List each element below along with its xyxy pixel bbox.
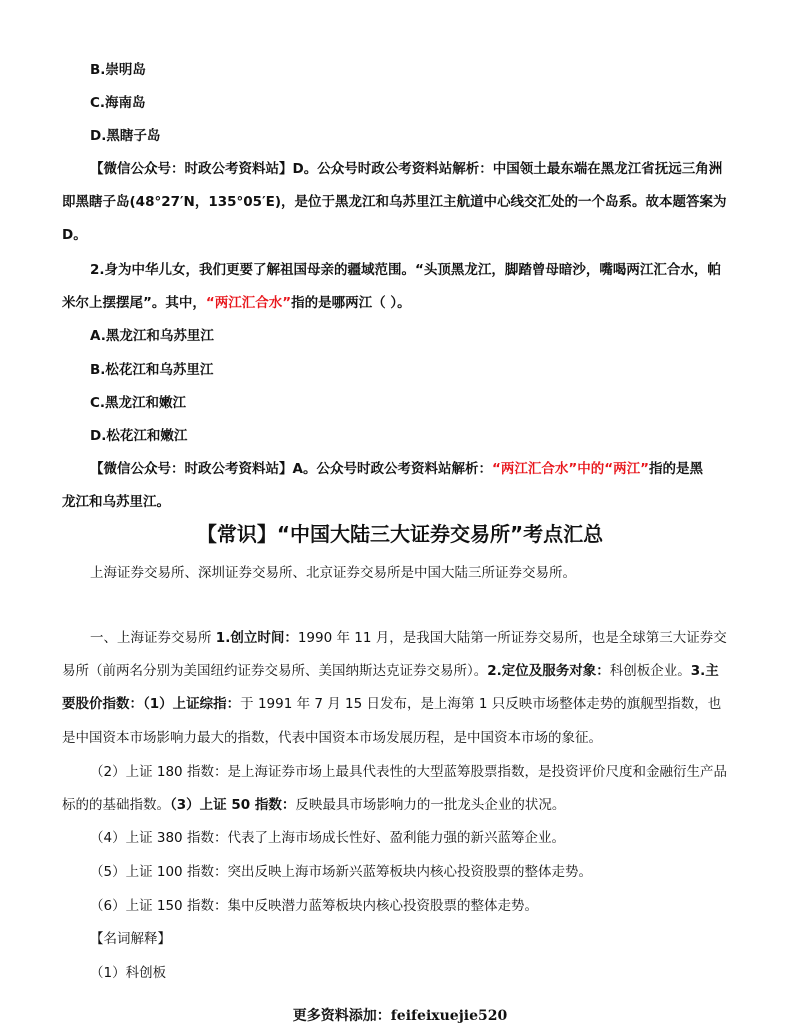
q2-answer-line-2: 龙江和乌苏里江。 xyxy=(62,494,170,510)
para-1-line-1 xyxy=(90,628,770,648)
q1-option-d: D.黑瞎子岛 xyxy=(90,128,161,144)
glossary-heading: 【名词解释】 xyxy=(90,931,171,947)
para-1-label-composite: 要股价指数：（1）上证综指： xyxy=(62,696,241,712)
q2-answer-text-b: 指的是黑 xyxy=(648,461,703,477)
para-1-line-3 xyxy=(62,694,742,714)
para-sse100: （5）上证 100 指数：突出反映上海市场新兴蓝筹板块内核心投资股票的整体走势。 xyxy=(90,864,592,880)
q2-option-d: D.松花江和嫩江 xyxy=(90,428,188,444)
para-1-line-2 xyxy=(62,661,742,681)
para-1-label-founding: 1.创立时间： xyxy=(215,630,298,646)
para-sse380: （4）上证 380 指数：代表了上海市场成长性好、盈利能力强的新兴蓝筹企业。 xyxy=(90,830,565,846)
q2-stem-text-b: 指的是哪两江（ ）。 xyxy=(291,295,411,311)
footer-prefix: 更多资料添加： xyxy=(292,1008,391,1024)
para-2-line-1: （2）上证 180 指数：是上海证券市场上最具代表性的大型蓝筹股票指数，是投资评价尺度和金融衍生产品 xyxy=(90,764,727,780)
footer-contact xyxy=(0,1005,800,1025)
para-1-text-positioning: 科创板企业。 xyxy=(609,663,691,679)
para-1-text-composite: 于 1991 年 7 月 15 日发布，是上海第 1 只反映市场整体走势的旗舰型指数，也 xyxy=(240,696,722,712)
q1-option-b: B.崇明岛 xyxy=(90,62,146,78)
q2-answer-text-a: 【微信公众号：时政公考资料站】A。公众号时政公考资料站解析： xyxy=(90,461,492,477)
section-intro: 上海证券交易所、深圳证券交易所、北京证券交易所是中国大陆三所证券交易所。 xyxy=(90,565,576,581)
q2-answer-line-1 xyxy=(90,459,770,479)
glossary-item: （1）科创板 xyxy=(90,965,167,981)
q2-option-c: C.黑龙江和嫩江 xyxy=(90,395,187,411)
q1-answer-line-1: 【微信公众号：时政公考资料站】D。公众号时政公考资料站解析：中国领土最东端在黑龙江省抚远三角洲 xyxy=(90,161,723,177)
q1-answer-line-2: 即黑瞎子岛(48°27′N，135°05′E)，是位于黑龙江和乌苏里江主航道中心线交汇处的一个岛系。故本题答案为 xyxy=(62,194,727,210)
q2-stem-line-1: 2.身为中华儿女，我们更要了解祖国母亲的疆域范围。“头顶黑龙江，脚踏曾母暗沙，嘴喝两江汇合水，帕 xyxy=(90,262,721,278)
para-2-label-sse50: （3）上证 50 指数： xyxy=(170,797,296,813)
para-1-text-founding: 1990 年 11 月，是我国大陆第一所证券交易所，也是全球第三大证券交 xyxy=(297,630,727,646)
q2-option-a: A.黑龙江和乌苏里江 xyxy=(90,328,214,344)
section-title: 【常识】“中国大陆三大证券交易所”考点汇总 xyxy=(196,522,604,546)
q2-stem-line-2 xyxy=(62,293,742,313)
para-1-label-index-start: 3.主 xyxy=(690,663,719,679)
q2-answer-highlight: “两江汇合水”中的“两江” xyxy=(491,461,649,477)
q1-answer-line-3: D。 xyxy=(62,227,87,243)
footer-contact-id: feifeixuejie520 xyxy=(390,1008,508,1024)
q2-stem-highlight: “两江汇合水” xyxy=(205,295,292,311)
q2-stem-text-a: 米尔上摆摆尾”。其中， xyxy=(62,295,206,311)
para-1-heading: 一、上海证券交易所 xyxy=(90,630,216,646)
q1-option-c: C.海南岛 xyxy=(90,95,146,111)
q2-option-b: B.松花江和乌苏里江 xyxy=(90,362,214,378)
para-1-text-exchanges: 易所（前两名分别为美国纽约证券交易所、美国纳斯达克证券交易所）。 xyxy=(62,663,488,679)
para-2-text-sse50: 反映最具市场影响力的一批龙头企业的状况。 xyxy=(295,797,566,813)
para-sse150: （6）上证 150 指数：集中反映潜力蓝筹板块内核心投资股票的整体走势。 xyxy=(90,898,538,914)
para-1-label-positioning: 2.定位及服务对象： xyxy=(487,663,610,679)
para-2-line-2 xyxy=(62,795,742,815)
para-1-line-4: 是中国资本市场影响力最大的指数，代表中国资本市场发展历程，是中国资本市场的象征。 xyxy=(62,730,602,746)
para-2-text-a: 标的的基础指数。 xyxy=(62,797,170,813)
